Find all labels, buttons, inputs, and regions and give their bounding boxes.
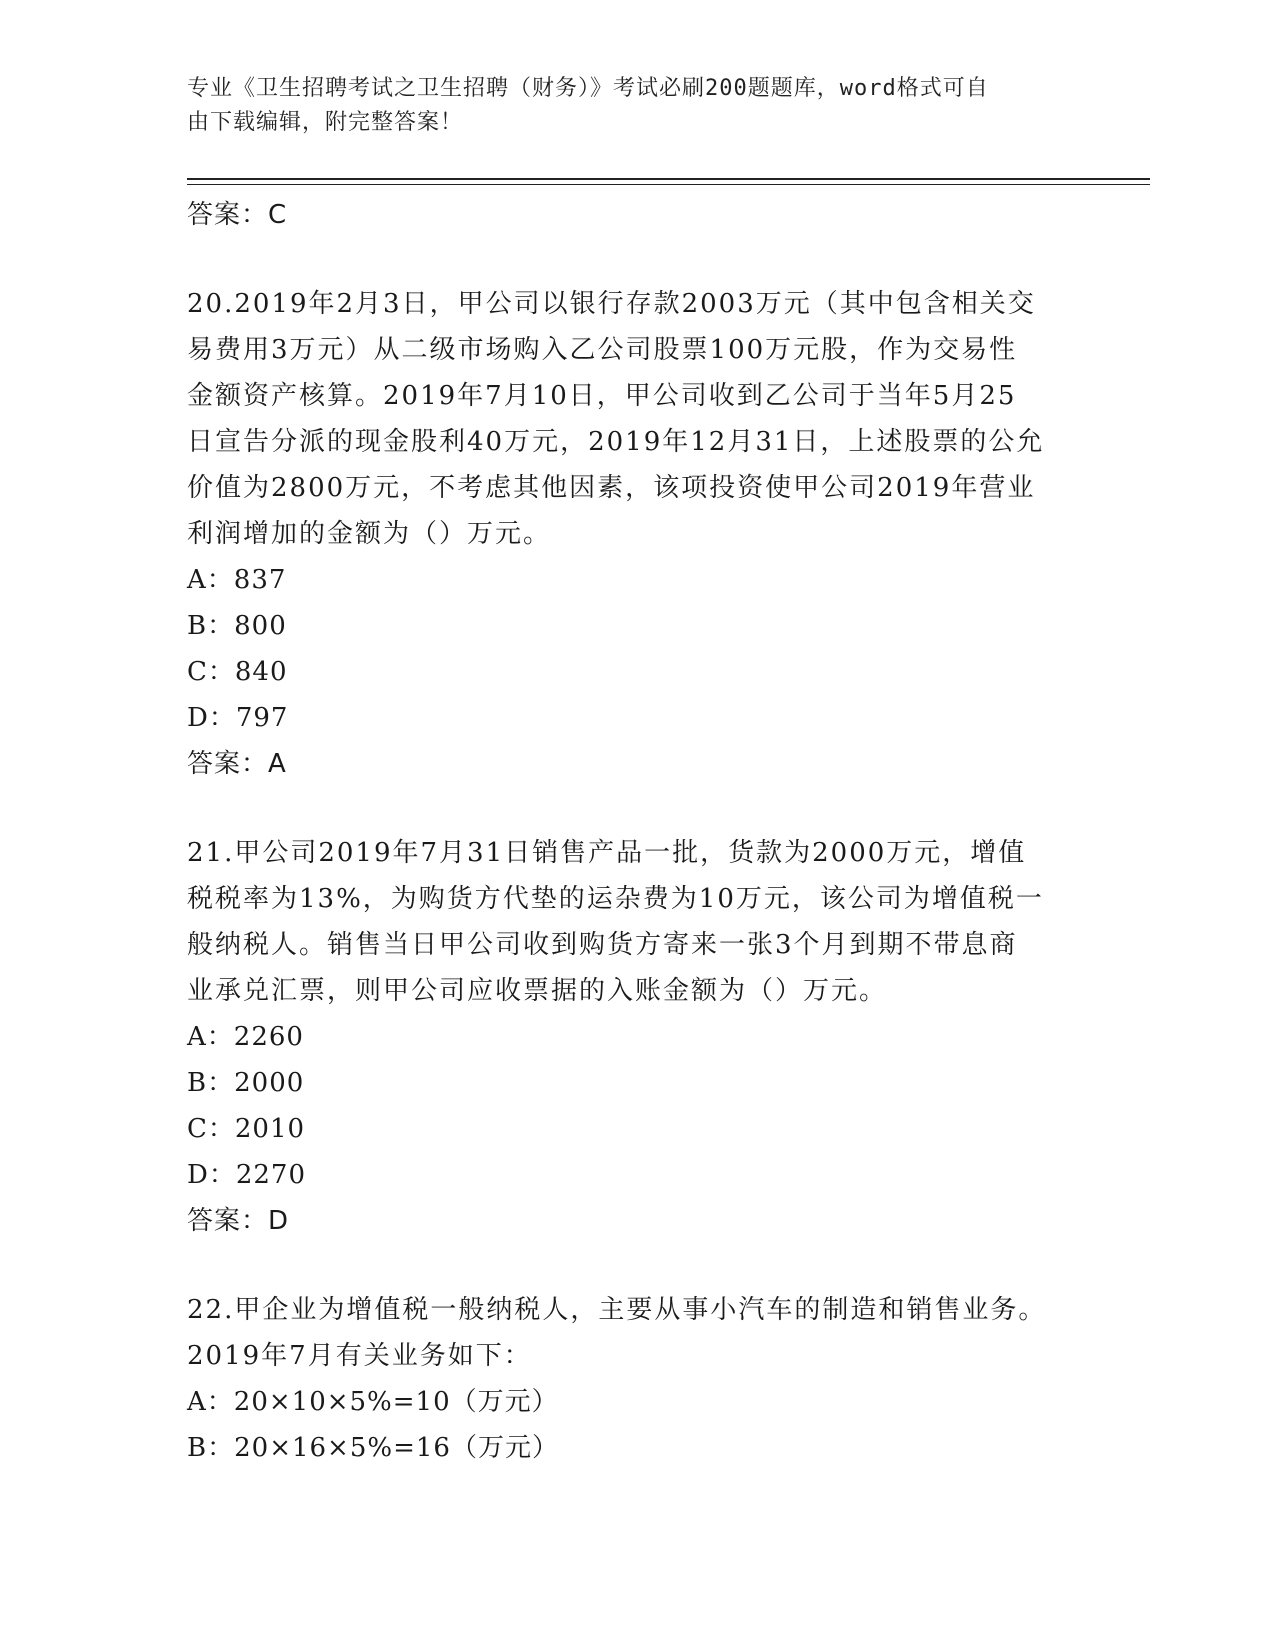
question-line: 易费用3万元）从二级市场购入乙公司股票100万元股，作为交易性 — [187, 335, 1018, 365]
question-line: 般纳税人。销售当日甲公司收到购货方寄来一张3个月到期不带息商 — [187, 930, 1018, 960]
question-line: 22.甲企业为增值税一般纳税人，主要从事小汽车的制造和销售业务。 — [187, 1295, 1047, 1325]
option-a: A：837 — [187, 565, 287, 595]
option-d: D：2270 — [187, 1160, 307, 1190]
option-d: D：797 — [187, 703, 289, 733]
question-line: 日宣告分派的现金股利40万元，2019年12月31日，上述股票的公允 — [187, 427, 1045, 457]
header-rule-thin — [187, 184, 1150, 185]
option-b: B：2000 — [187, 1068, 305, 1098]
answer-21: 答案：D — [187, 1206, 290, 1236]
option-b: B：800 — [187, 611, 287, 641]
question-line: 利润增加的金额为（）万元。 — [187, 519, 552, 549]
document-body — [187, 188, 1087, 1471]
question-line: 20.2019年2月3日，甲公司以银行存款2003万元（其中包含相关交 — [187, 289, 1036, 319]
question-20 — [187, 281, 1087, 787]
answer-20: 答案：A — [187, 749, 287, 779]
question-line: 2019年7月有关业务如下： — [187, 1341, 532, 1371]
option-a: A：20×10×5%=10（万元） — [187, 1387, 559, 1417]
option-a: A：2260 — [187, 1022, 304, 1052]
header-rule — [187, 178, 1150, 180]
question-22 — [187, 1287, 1087, 1471]
question-line: 税税率为13%，为购货方代垫的运杂费为10万元，该公司为增值税一 — [187, 884, 1044, 914]
page-header — [187, 72, 1067, 140]
question-line: 金额资产核算。2019年7月10日，甲公司收到乙公司于当年5月25 — [187, 381, 1017, 411]
question-line: 业承兑汇票，则甲公司应收票据的入账金额为（）万元。 — [187, 976, 888, 1006]
header-line-2: 由下载编辑，附完整答案！ — [187, 110, 464, 135]
option-c: C：2010 — [187, 1114, 306, 1144]
header-line-1: 专业《卫生招聘考试之卫生招聘（财务）》考试必刷200题题库，word格式可自 — [187, 76, 989, 101]
answer-previous: 答案：C — [187, 200, 288, 230]
question-line: 价值为2800万元，不考虑其他因素，该项投资使甲公司2019年营业 — [187, 473, 1036, 503]
question-line: 21.甲公司2019年7月31日销售产品一批，货款为2000万元，增值 — [187, 838, 1027, 868]
option-b: B：20×16×5%=16（万元） — [187, 1433, 559, 1463]
option-c: C：840 — [187, 657, 288, 687]
question-21 — [187, 830, 1087, 1244]
